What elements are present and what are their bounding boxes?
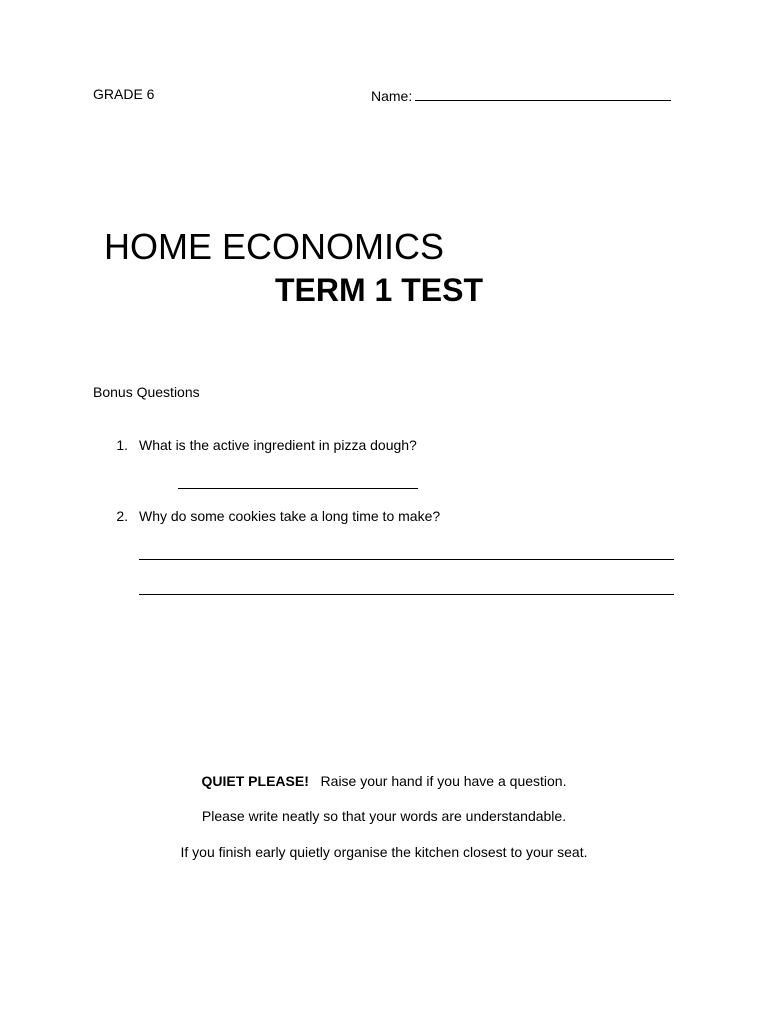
answer-1-line[interactable] [178, 488, 418, 489]
footer-instruction-finish: If you finish early quietly organise the kitchen closest to your seat. [180, 844, 588, 860]
grade-label: GRADE 6 [93, 86, 155, 102]
bonus-heading: Bonus Questions [93, 384, 200, 400]
question-2-text: Why do some cookies take a long time to make? [139, 508, 441, 524]
footer-instruction-neat: Please write neatly so that your words are understandable. [201, 808, 567, 824]
question-1-number: 1. [116, 437, 128, 453]
page-title: HOME ECONOMICS [104, 226, 445, 267]
answer-2-line[interactable] [139, 594, 674, 595]
question-2-number: 2. [116, 508, 128, 524]
quiet-please-text: Raise your hand if you have a question. [320, 773, 567, 789]
page-subtitle: TERM 1 TEST [275, 272, 484, 308]
quiet-please-label: QUIET PLEASE! [201, 773, 309, 789]
footer-instruction-quiet [0, 773, 768, 789]
answer-2-line[interactable] [139, 559, 674, 560]
name-field[interactable] [371, 86, 671, 104]
name-label: Name: [371, 88, 413, 104]
name-blank-line[interactable] [415, 86, 671, 101]
question-1-text: What is the active ingredient in pizza dough? [139, 437, 417, 453]
